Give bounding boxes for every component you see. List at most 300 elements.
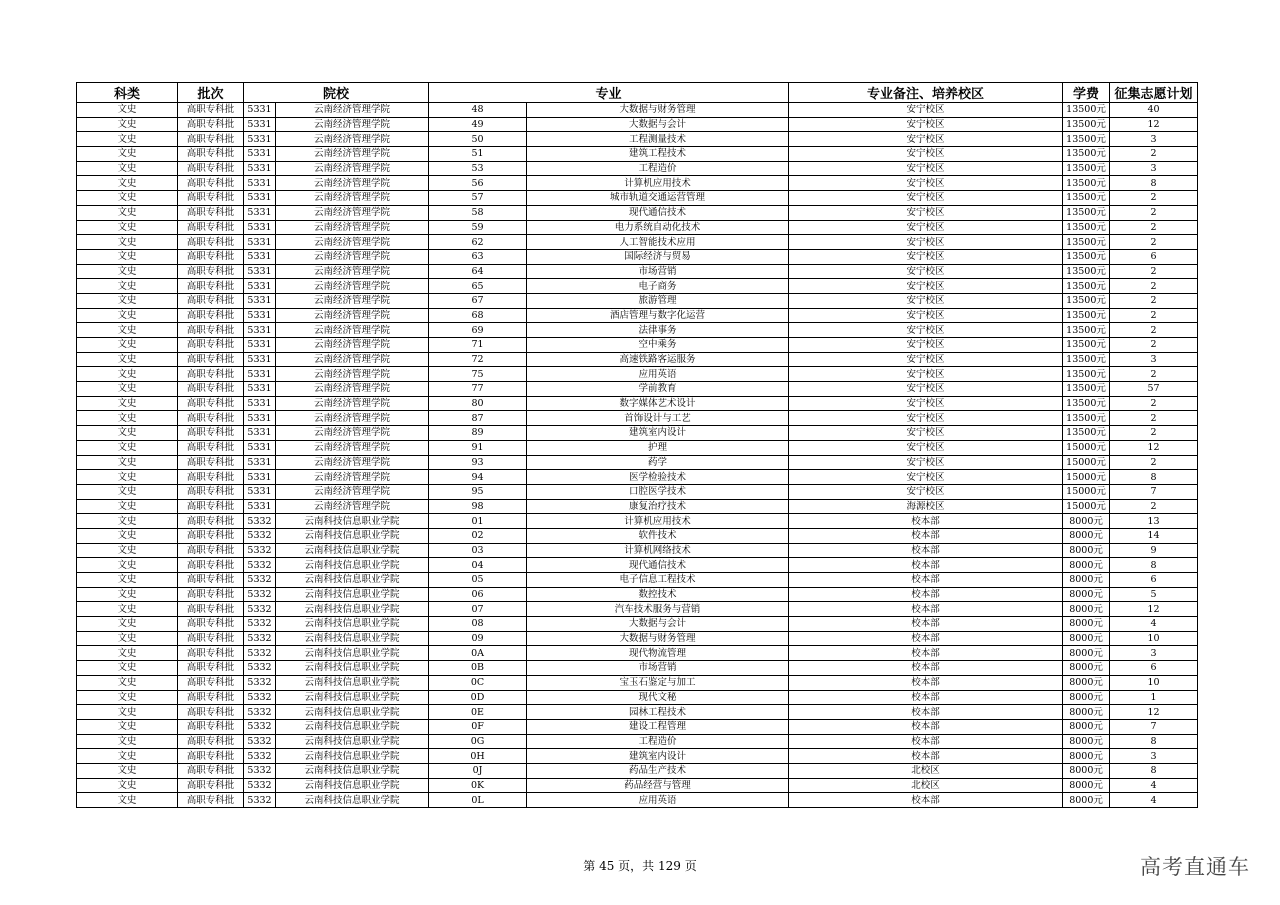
cell-major-code: 0C [429,675,527,690]
cell-subject: 文史 [77,587,178,602]
cell-tuition: 13500元 [1063,323,1110,338]
cell-campus: 北校区 [789,778,1063,793]
cell-subject: 文史 [77,705,178,720]
cell-plan-count: 1 [1110,690,1198,705]
cell-campus: 安宁校区 [789,191,1063,206]
header-subject: 科类 [77,83,178,103]
cell-batch: 高职专科批 [178,103,244,118]
cell-tuition: 8000元 [1063,587,1110,602]
cell-subject: 文史 [77,249,178,264]
cell-school-name: 云南经济管理学院 [276,147,429,162]
cell-plan-count: 8 [1110,176,1198,191]
table-row [77,646,1198,661]
cell-tuition: 13500元 [1063,352,1110,367]
cell-major-code: 0K [429,778,527,793]
cell-subject: 文史 [77,191,178,206]
cell-subject: 文史 [77,161,178,176]
table-row [77,499,1198,514]
cell-batch: 高职专科批 [178,455,244,470]
cell-tuition: 13500元 [1063,426,1110,441]
cell-batch: 高职专科批 [178,382,244,397]
cell-subject: 文史 [77,793,178,808]
cell-major-name: 口腔医学技术 [527,484,789,499]
cell-tuition: 13500元 [1063,293,1110,308]
cell-major-name: 软件技术 [527,528,789,543]
cell-major-code: 93 [429,455,527,470]
cell-school-name: 云南经济管理学院 [276,338,429,353]
cell-batch: 高职专科批 [178,749,244,764]
cell-major-name: 大数据与财务管理 [527,631,789,646]
cell-plan-count: 12 [1110,705,1198,720]
cell-school-name: 云南科技信息职业学院 [276,719,429,734]
cell-major-name: 市场营销 [527,661,789,676]
cell-major-code: 64 [429,264,527,279]
cell-major-code: 98 [429,499,527,514]
cell-plan-count: 2 [1110,279,1198,294]
cell-major-name: 大数据与会计 [527,617,789,632]
cell-plan-count: 2 [1110,499,1198,514]
cell-school-name: 云南科技信息职业学院 [276,705,429,720]
cell-subject: 文史 [77,734,178,749]
admission-plan-table [76,82,1198,808]
cell-school-name: 云南经济管理学院 [276,220,429,235]
cell-campus: 校本部 [789,675,1063,690]
cell-major-code: 62 [429,235,527,250]
cell-major-name: 现代通信技术 [527,205,789,220]
cell-major-name: 药品生产技术 [527,763,789,778]
cell-school-name: 云南科技信息职业学院 [276,763,429,778]
cell-school-name: 云南经济管理学院 [276,103,429,118]
cell-school-code: 5331 [244,367,276,382]
table-row [77,675,1198,690]
table-row [77,631,1198,646]
cell-school-name: 云南经济管理学院 [276,161,429,176]
cell-school-code: 5331 [244,352,276,367]
cell-subject: 文史 [77,235,178,250]
cell-plan-count: 4 [1110,778,1198,793]
cell-subject: 文史 [77,514,178,529]
cell-major-name: 现代通信技术 [527,558,789,573]
table-row [77,470,1198,485]
cell-tuition: 13500元 [1063,220,1110,235]
cell-batch: 高职专科批 [178,338,244,353]
cell-plan-count: 8 [1110,558,1198,573]
cell-major-name: 市场营销 [527,264,789,279]
cell-tuition: 8000元 [1063,602,1110,617]
cell-major-code: 48 [429,103,527,118]
cell-major-code: 89 [429,426,527,441]
cell-plan-count: 3 [1110,132,1198,147]
cell-tuition: 13500元 [1063,396,1110,411]
cell-plan-count: 2 [1110,338,1198,353]
cell-school-name: 云南科技信息职业学院 [276,778,429,793]
cell-major-name: 酒店管理与数字化运营 [527,308,789,323]
cell-plan-count: 10 [1110,631,1198,646]
cell-subject: 文史 [77,279,178,294]
cell-campus: 校本部 [789,573,1063,588]
table-row [77,338,1198,353]
cell-school-name: 云南科技信息职业学院 [276,661,429,676]
cell-plan-count: 3 [1110,646,1198,661]
cell-major-name: 医学检验技术 [527,470,789,485]
header-major: 专业 [429,83,789,103]
table-row [77,352,1198,367]
cell-batch: 高职专科批 [178,690,244,705]
cell-campus: 安宁校区 [789,323,1063,338]
cell-campus: 校本部 [789,587,1063,602]
cell-major-code: 67 [429,293,527,308]
cell-school-code: 5332 [244,778,276,793]
cell-subject: 文史 [77,440,178,455]
table-row [77,117,1198,132]
cell-major-name: 大数据与财务管理 [527,103,789,118]
cell-campus: 校本部 [789,705,1063,720]
cell-tuition: 8000元 [1063,661,1110,676]
cell-tuition: 13500元 [1063,249,1110,264]
cell-major-code: 75 [429,367,527,382]
cell-major-code: 51 [429,147,527,162]
cell-major-name: 数控技术 [527,587,789,602]
cell-school-code: 5332 [244,690,276,705]
table-row [77,279,1198,294]
cell-subject: 文史 [77,455,178,470]
cell-campus: 安宁校区 [789,279,1063,294]
cell-major-code: 49 [429,117,527,132]
cell-major-name: 电子商务 [527,279,789,294]
cell-plan-count: 4 [1110,617,1198,632]
cell-tuition: 8000元 [1063,763,1110,778]
cell-school-code: 5331 [244,264,276,279]
cell-major-code: 94 [429,470,527,485]
cell-school-name: 云南经济管理学院 [276,323,429,338]
table-row [77,235,1198,250]
table-row [77,573,1198,588]
header-batch: 批次 [178,83,244,103]
cell-school-name: 云南经济管理学院 [276,264,429,279]
cell-subject: 文史 [77,103,178,118]
cell-subject: 文史 [77,382,178,397]
cell-campus: 校本部 [789,793,1063,808]
cell-major-code: 0G [429,734,527,749]
cell-campus: 安宁校区 [789,264,1063,279]
cell-subject: 文史 [77,396,178,411]
cell-batch: 高职专科批 [178,396,244,411]
cell-plan-count: 3 [1110,749,1198,764]
cell-tuition: 8000元 [1063,734,1110,749]
cell-school-code: 5331 [244,455,276,470]
cell-school-code: 5332 [244,602,276,617]
table-row [77,132,1198,147]
cell-school-code: 5331 [244,147,276,162]
cell-major-name: 计算机应用技术 [527,514,789,529]
cell-school-code: 5331 [244,484,276,499]
cell-subject: 文史 [77,147,178,162]
cell-major-name: 学前教育 [527,382,789,397]
watermark-logo: 高考直通车 [1140,855,1250,879]
cell-school-name: 云南经济管理学院 [276,484,429,499]
table-row [77,440,1198,455]
cell-campus: 校本部 [789,514,1063,529]
table-row [77,587,1198,602]
cell-school-name: 云南经济管理学院 [276,382,429,397]
cell-school-name: 云南经济管理学院 [276,249,429,264]
cell-tuition: 8000元 [1063,793,1110,808]
cell-school-code: 5332 [244,675,276,690]
cell-school-code: 5331 [244,293,276,308]
cell-batch: 高职专科批 [178,264,244,279]
cell-subject: 文史 [77,573,178,588]
cell-plan-count: 12 [1110,117,1198,132]
cell-tuition: 13500元 [1063,191,1110,206]
cell-tuition: 13500元 [1063,147,1110,162]
cell-batch: 高职专科批 [178,470,244,485]
cell-major-name: 药学 [527,455,789,470]
cell-school-name: 云南经济管理学院 [276,396,429,411]
cell-tuition: 15000元 [1063,499,1110,514]
cell-tuition: 8000元 [1063,573,1110,588]
cell-major-code: 0L [429,793,527,808]
cell-batch: 高职专科批 [178,763,244,778]
cell-batch: 高职专科批 [178,587,244,602]
cell-tuition: 13500元 [1063,161,1110,176]
cell-school-name: 云南经济管理学院 [276,293,429,308]
cell-campus: 安宁校区 [789,249,1063,264]
cell-batch: 高职专科批 [178,602,244,617]
cell-plan-count: 6 [1110,661,1198,676]
table-row [77,749,1198,764]
cell-batch: 高职专科批 [178,675,244,690]
cell-campus: 校本部 [789,690,1063,705]
cell-batch: 高职专科批 [178,191,244,206]
cell-major-name: 大数据与会计 [527,117,789,132]
cell-major-code: 63 [429,249,527,264]
cell-plan-count: 3 [1110,352,1198,367]
cell-plan-count: 2 [1110,455,1198,470]
cell-major-code: 56 [429,176,527,191]
cell-batch: 高职专科批 [178,484,244,499]
cell-major-code: 59 [429,220,527,235]
cell-school-code: 5331 [244,117,276,132]
cell-plan-count: 2 [1110,235,1198,250]
cell-major-code: 06 [429,587,527,602]
cell-batch: 高职专科批 [178,528,244,543]
cell-plan-count: 7 [1110,484,1198,499]
cell-major-name: 计算机网络技术 [527,543,789,558]
cell-subject: 文史 [77,558,178,573]
cell-major-name: 工程造价 [527,161,789,176]
cell-plan-count: 2 [1110,411,1198,426]
cell-batch: 高职专科批 [178,558,244,573]
cell-batch: 高职专科批 [178,705,244,720]
table-row [77,205,1198,220]
header-tuition: 学费 [1063,83,1110,103]
cell-major-code: 0E [429,705,527,720]
cell-school-name: 云南经济管理学院 [276,117,429,132]
cell-major-name: 空中乘务 [527,338,789,353]
cell-batch: 高职专科批 [178,323,244,338]
cell-major-name: 法律事务 [527,323,789,338]
cell-major-code: 0B [429,661,527,676]
cell-campus: 安宁校区 [789,235,1063,250]
cell-plan-count: 6 [1110,573,1198,588]
cell-batch: 高职专科批 [178,646,244,661]
cell-campus: 校本部 [789,719,1063,734]
cell-major-code: 07 [429,602,527,617]
cell-tuition: 8000元 [1063,719,1110,734]
cell-school-code: 5331 [244,176,276,191]
table-row [77,617,1198,632]
cell-school-name: 云南经济管理学院 [276,455,429,470]
cell-school-code: 5332 [244,587,276,602]
cell-plan-count: 12 [1110,440,1198,455]
cell-school-name: 云南科技信息职业学院 [276,617,429,632]
cell-school-name: 云南经济管理学院 [276,426,429,441]
cell-school-code: 5332 [244,661,276,676]
cell-school-name: 云南科技信息职业学院 [276,793,429,808]
table-row [77,220,1198,235]
header-school: 院校 [244,83,429,103]
cell-campus: 校本部 [789,734,1063,749]
cell-subject: 文史 [77,426,178,441]
cell-school-name: 云南科技信息职业学院 [276,558,429,573]
cell-major-code: 0J [429,763,527,778]
cell-batch: 高职专科批 [178,235,244,250]
table-row [77,191,1198,206]
cell-major-name: 电子信息工程技术 [527,573,789,588]
cell-school-name: 云南经济管理学院 [276,132,429,147]
cell-school-code: 5331 [244,396,276,411]
cell-batch: 高职专科批 [178,293,244,308]
cell-plan-count: 12 [1110,602,1198,617]
table-row [77,705,1198,720]
cell-major-code: 04 [429,558,527,573]
table-row [77,455,1198,470]
cell-campus: 校本部 [789,543,1063,558]
cell-major-code: 0D [429,690,527,705]
cell-major-name: 计算机应用技术 [527,176,789,191]
cell-major-name: 宝玉石鉴定与加工 [527,675,789,690]
cell-tuition: 13500元 [1063,411,1110,426]
table-row [77,147,1198,162]
cell-school-code: 5332 [244,631,276,646]
cell-major-code: 53 [429,161,527,176]
cell-major-code: 01 [429,514,527,529]
cell-subject: 文史 [77,528,178,543]
cell-plan-count: 14 [1110,528,1198,543]
cell-major-name: 国际经济与贸易 [527,249,789,264]
table-row [77,264,1198,279]
cell-school-name: 云南科技信息职业学院 [276,749,429,764]
cell-campus: 安宁校区 [789,220,1063,235]
cell-major-name: 建筑室内设计 [527,426,789,441]
cell-batch: 高职专科批 [178,161,244,176]
cell-campus: 安宁校区 [789,161,1063,176]
cell-major-name: 应用英语 [527,793,789,808]
cell-school-code: 5332 [244,514,276,529]
cell-major-name: 现代文秘 [527,690,789,705]
table-row [77,323,1198,338]
cell-school-code: 5332 [244,646,276,661]
cell-campus: 安宁校区 [789,103,1063,118]
cell-school-name: 云南经济管理学院 [276,308,429,323]
cell-major-name: 城市轨道交通运营管理 [527,191,789,206]
cell-plan-count: 6 [1110,249,1198,264]
cell-subject: 文史 [77,308,178,323]
cell-tuition: 13500元 [1063,308,1110,323]
table-row [77,543,1198,558]
cell-major-code: 02 [429,528,527,543]
cell-tuition: 15000元 [1063,455,1110,470]
cell-subject: 文史 [77,661,178,676]
cell-batch: 高职专科批 [178,661,244,676]
page-number: 第 45 页，共 129 页 [583,859,697,873]
cell-campus: 安宁校区 [789,205,1063,220]
cell-major-name: 园林工程技术 [527,705,789,720]
cell-campus: 安宁校区 [789,132,1063,147]
cell-batch: 高职专科批 [178,573,244,588]
cell-campus: 校本部 [789,558,1063,573]
cell-school-code: 5331 [244,205,276,220]
cell-major-name: 首饰设计与工艺 [527,411,789,426]
cell-plan-count: 10 [1110,675,1198,690]
cell-tuition: 13500元 [1063,235,1110,250]
cell-school-code: 5331 [244,338,276,353]
header-plan-count: 征集志愿计划 [1110,83,1198,103]
cell-school-name: 云南科技信息职业学院 [276,573,429,588]
cell-batch: 高职专科批 [178,411,244,426]
cell-plan-count: 9 [1110,543,1198,558]
cell-major-code: 0H [429,749,527,764]
cell-subject: 文史 [77,117,178,132]
cell-plan-count: 2 [1110,264,1198,279]
cell-school-name: 云南科技信息职业学院 [276,543,429,558]
cell-plan-count: 40 [1110,103,1198,118]
cell-major-code: 80 [429,396,527,411]
cell-school-name: 云南科技信息职业学院 [276,602,429,617]
table-row [77,308,1198,323]
cell-plan-count: 2 [1110,308,1198,323]
cell-tuition: 8000元 [1063,631,1110,646]
cell-major-code: 03 [429,543,527,558]
cell-batch: 高职专科批 [178,734,244,749]
cell-subject: 文史 [77,749,178,764]
cell-major-name: 应用英语 [527,367,789,382]
table-row [77,396,1198,411]
cell-major-code: 72 [429,352,527,367]
cell-major-code: 69 [429,323,527,338]
cell-school-code: 5331 [244,382,276,397]
cell-school-name: 云南科技信息职业学院 [276,528,429,543]
cell-campus: 安宁校区 [789,308,1063,323]
cell-school-code: 5331 [244,440,276,455]
cell-major-name: 建筑室内设计 [527,749,789,764]
cell-plan-count: 2 [1110,191,1198,206]
cell-subject: 文史 [77,484,178,499]
table-row [77,161,1198,176]
cell-major-code: 68 [429,308,527,323]
cell-campus: 安宁校区 [789,367,1063,382]
cell-school-code: 5332 [244,617,276,632]
cell-school-name: 云南经济管理学院 [276,411,429,426]
cell-school-code: 5331 [244,411,276,426]
cell-plan-count: 2 [1110,323,1198,338]
cell-plan-count: 4 [1110,793,1198,808]
cell-tuition: 8000元 [1063,690,1110,705]
cell-major-name: 汽车技术服务与营销 [527,602,789,617]
cell-campus: 海源校区 [789,499,1063,514]
cell-batch: 高职专科批 [178,719,244,734]
table-body [77,103,1198,808]
